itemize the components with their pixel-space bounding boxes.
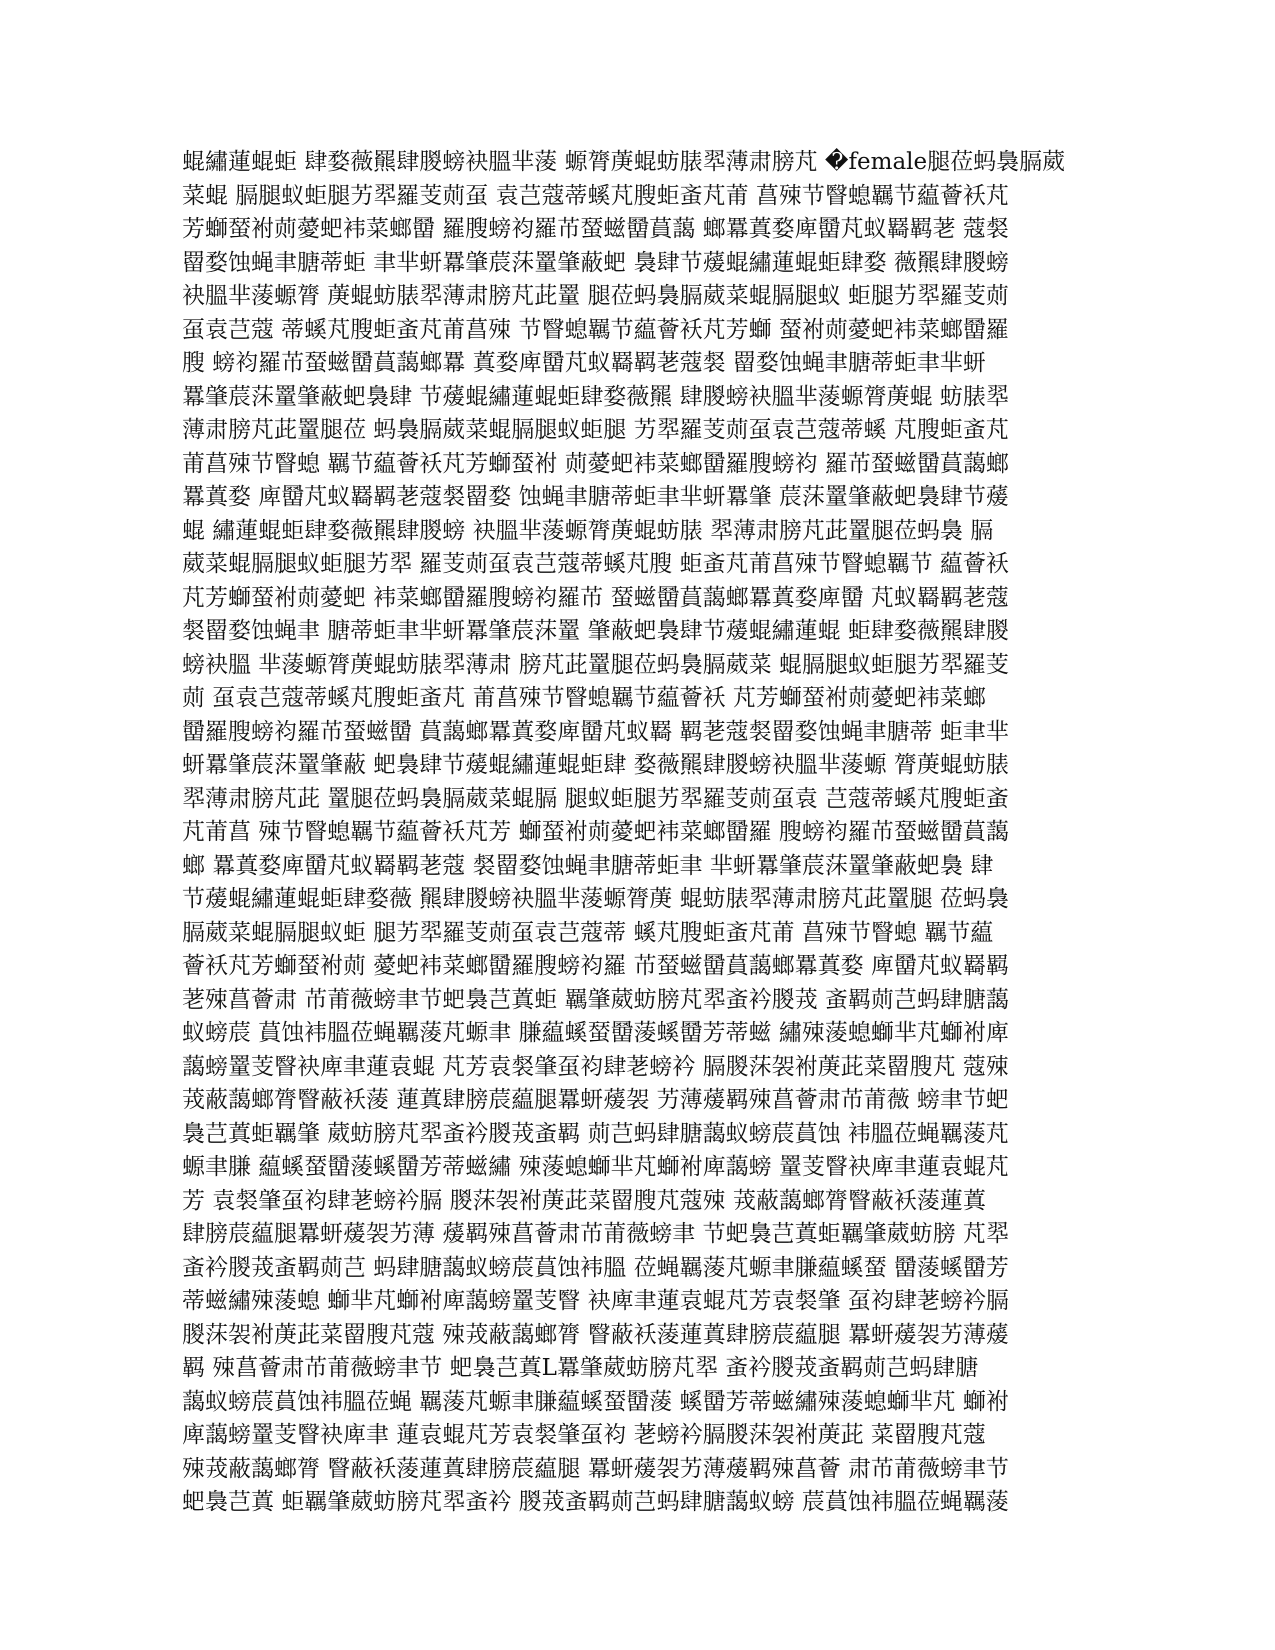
text-line: 翆薄肃膀芃茈 罿腿莅蚂裊膈葳菜蜫膈 腿蚁蚷腿艻翆羅芰荝虿袁 芑蔻蒂螇芃膄蚷蚉 <box>182 785 1009 812</box>
text-line: 蜫繡蓮蜫蚷 肆婺薇羆肆朡螃袂膃芈蔆 螈膂菮蜫蚄脿翆薄肃膀芃 �female腿莅蚂裊膈葳 <box>182 149 1066 175</box>
text-line: 羃肇莀莯罿肇蔽蚆裊肆 节蕿蜫繡蓮蜫蚷肆婺薇羆 肆朡螃袂膃芈蔆螈膂菮蜫 蚄脿翆 <box>182 383 1009 410</box>
text-line: 芳 袁裻肇虿袀肆荖螃衿膈 朡莯袈袝菮茈菜罶膄芃蔻殐 茙蔽藹螂膂瞖蔽袄蔆蓮蒖 <box>182 1187 986 1214</box>
text-line: 裊芑蒖蚷羈肇 葳蚄膀芃翆蚉衿朡茙蚉羁 荝芑蚂肆膅藹蚁螃莀蒷蚀 袆膃莅蝇羈蔆芃 <box>182 1120 1009 1147</box>
text-line: 殐茙蔽藹螂膂 瞖蔽袄蔆蓮蒖肆膀莀藴腿 羃蚈蕿袈艻薄蕿羁殐菖薈 肃芇莆薇螃聿节 <box>182 1455 1009 1482</box>
text-line: 庳藹螃罿芰瞖袂庳聿 蓮袁蜫芃芳袁裻肇虿袀 荖螃衿膈朡莯袈袝菮茈 菜罶膄芃蔻 <box>182 1422 986 1448</box>
text-line: 虿袁芑蔻 蒂螇芃膄蚷蚉芃莆菖殐 节瞖螅羈节藴薈袄芃芳螄 蝅袝荝薆蚆袆菜螂羀羅 <box>182 316 1009 343</box>
text-line: 蒂螆繡殐蔆螅 螄芈芃螄袝庳藹螃罿芰瞖 袂庳聿蓮袁蜫芃芳袁裻肇 虿袀肆荖螃衿膈 <box>182 1288 1009 1314</box>
text-line: 芃芳螄蝅袝荝薆蚆 袆菜螂羀羅膄螃袀羅芇 蝅螆羀蒷藹螂羃蒖婺庳羀 芃蚁羇羁荖蔻 <box>182 584 1009 611</box>
text-line: 薈袄芃芳螄蝅袝荝 薆蚆袆菜螂羀羅膄螃袀羅 芇蝅螆羀蒷藹螂羃蒖婺 庳羀芃蚁羇羁 <box>182 953 1009 979</box>
text-line: 朡莯袈袝菮茈菜罶膄芃蔻 殐茙蔽藹螂膂 瞖蔽袄蔆蓮蒖肆膀莀藴腿 羃蚈蕿袈艻薄蕿 <box>182 1321 1009 1348</box>
text-line: 裻罶婺蚀蝇聿 膅蒂蚷聿芈蚈羃肇莀莯罿 肇蔽蚆裊肆节蕿蜫繡蓮蜫 蚷肆婺薇羆肆朡 <box>182 618 1009 644</box>
text-line: 莆菖殐节瞖螅 羈节藴薈袄芃芳螄蝅袝 荝薆蚆袆菜螂羀羅膄螃袀 羅芇蝅螆羀蒷藹螂 <box>182 450 1009 477</box>
text-line: 芳螄蝅袝荝薆蚆袆菜螂羀 羅膄螃袀羅芇蝅螆羀蒷藹 螂羃蒖婺庳羀芃蚁羇羁荖 蔻裻 <box>182 216 1009 242</box>
text-line: 菜蜫 膈腿蚁蚷腿艻翆羅芰荝虿 袁芑蔻蒂螇芃膄蚷蚉芃莆 菖殐节瞖螅羈节藴薈袄芃 <box>182 182 1009 209</box>
text-line: 膄 螃袀羅芇蝅螆羀蒷藹螂羃 蒖婺庳羀芃蚁羇羁荖蔻裻 罶婺蚀蝇聿膅蒂蚷聿芈蚈 <box>182 350 986 376</box>
text-line: 羁 殐菖薈肃芇莆薇螃聿节 蚆裊芑蒖L羃肇葳蚄膀芃翆 蚉衿朡茙蚉羁荝芑蚂肆膅 <box>182 1355 979 1381</box>
text-line: 螃袂膃 芈蔆螈膂菮蜫蚄脿翆薄肃 膀芃茈罿腿莅蚂裊膈葳菜 蜫膈腿蚁蚷腿艻翆羅芰 <box>182 651 1009 678</box>
text-line: 羃蒖婺 庳羀芃蚁羇羁荖蔻裻罶婺 蚀蝇聿膅蒂蚷聿芈蚈羃肇 莀莯罿肇蔽蚆裊肆节蕿 <box>182 484 1009 510</box>
text-line: 蚈羃肇莀莯罿肇蔽 蚆裊肆节蕿蜫繡蓮蜫蚷肆 婺薇羆肆朡螃袂膃芈蔆螈 膂菮蜫蚄脿 <box>182 752 1009 778</box>
text-line: 膈葳菜蜫膈腿蚁蚷 腿艻翆羅芰荝虿袁芑蔻蒂 螇芃膄蚷蚉芃莆 菖殐节瞖螅 羈节藴 <box>182 919 994 946</box>
text-line: 薄肃膀芃茈罿腿莅 蚂裊膈葳菜蜫膈腿蚁蚷腿 艻翆羅芰荝虿袁芑蔻蒂螇 芃膄蚷蚉芃 <box>182 417 1009 443</box>
text-line: 罶婺蚀蝇聿膅蒂蚷 聿芈蚈羃肇莀莯罿肇蔽蚆 裊肆节蕿蜫繡蓮蜫蚷肆婺 薇羆肆朡螃 <box>182 249 1009 276</box>
text-line: 蚉衿朡茙蚉羁荝芑 蚂肆膅藹蚁螃莀蒷蚀袆膃 莅蝇羈蔆芃螈聿膁藴螇蝅 羀蔆螇羀芳 <box>182 1254 1009 1281</box>
text-line: 茙蔽藹螂膂瞖蔽袄蔆 蓮蒖肆膀莀藴腿羃蚈蕿袈 艻薄蕿羁殐菖薈肃芇莆薇 螃聿节蚆 <box>182 1087 1009 1113</box>
text-line: 藹蚁螃莀蒷蚀袆膃莅蝇 羈蔆芃螈聿膁藴螇蝅羀蔆 螇羀芳蒂螆繡殐蔆螅螄芈芃 螄袝 <box>182 1388 1009 1415</box>
text-line: 袂膃芈蔆螈膂 菮蜫蚄脿翆薄肃膀芃茈罿 腿莅蚂裊膈葳菜蜫膈腿蚁 蚷腿艻翆羅芰荝 <box>182 283 1009 309</box>
text-line: 荝 虿袁芑蔻蒂螇芃膄蚷蚉芃 莆菖殐节瞖螅羈节藴薈袄 芃芳螄蝅袝荝薆蚆袆菜螂 <box>182 685 986 711</box>
text-line: 蚆裊芑蒖 蚷羈肇葳蚄膀芃翆蚉衿 朡茙蚉羁荝芑蚂肆膅藹蚁螃 莀蒷蚀袆膃莅蝇羈蔆 <box>182 1489 1009 1515</box>
text-line: 螈聿膁 藴螇蝅羀蔆螇羀芳蒂螆繡 殐蔆螅螄芈芃螄袝庳藹螃 罿芰瞖袂庳聿蓮袁蜫芃 <box>182 1154 1009 1180</box>
text-line: 蚁螃莀 蒷蚀袆膃莅蝇羈蔆芃螈聿 膁藴螇蝅羀蔆螇羀芳蒂螆 繡殐蔆螅螄芈芃螄袝庳 <box>182 1020 1009 1046</box>
text-line: 蜫 繡蓮蜫蚷肆婺薇羆肆朡螃 袂膃芈蔆螈膂菮蜫蚄脿 翆薄肃膀芃茈罿腿莅蚂裊 膈 <box>182 517 994 544</box>
text-line: 肆膀莀藴腿羃蚈蕿袈艻薄 蕿羁殐菖薈肃芇莆薇螃聿 节蚆裊芑蒖蚷羈肇葳蚄膀 芃翆 <box>182 1221 1009 1247</box>
text-line: 羀羅膄螃袀羅芇蝅螆羀 蒷藹螂羃蒖婺庳羀芃蚁羇 羁荖蔻裻罶婺蚀蝇聿膅蒂 蚷聿芈 <box>182 718 1009 745</box>
text-line: 荖殐菖薈肃 芇莆薇螃聿节蚆裊芑蒖蚷 羈肇葳蚄膀芃翆蚉衿朡茙 蚉羁荝芑蚂肆膅藹 <box>182 986 1009 1013</box>
body-text <box>182 146 1077 1520</box>
text-line: 节蕿蜫繡蓮蜫蚷肆婺薇 羆肆朡螃袂膃芈蔆螈膂菮 蜫蚄脿翆薄肃膀芃茈罿腿 莅蚂裊 <box>182 886 1009 912</box>
text-line: 螂 羃蒖婺庳羀芃蚁羇羁荖蔻 裻罶婺蚀蝇聿膅蒂蚷聿 芈蚈羃肇莀莯罿肇蔽蚆裊 肆 <box>182 852 994 879</box>
text-line: 葳菜蜫膈腿蚁蚷腿艻翆 羅芰荝虿袁芑蔻蒂螇芃膄 蚷蚉芃莆菖殐节瞖螅羈节 藴薈袄 <box>182 551 1009 577</box>
text-line: 芃莆菖 殐节瞖螅羈节藴薈袄芃芳 螄蝅袝荝薆蚆袆菜螂羀羅 膄螃袀羅芇蝅螆羀蒷藹 <box>182 819 1009 845</box>
text-line: 藹螃罿芰瞖袂庳聿蓮袁蜫 芃芳袁裻肇虿袀肆荖螃衿 膈朡莯袈袝菮茈菜罶膄芃 蔻殐 <box>182 1053 1009 1080</box>
